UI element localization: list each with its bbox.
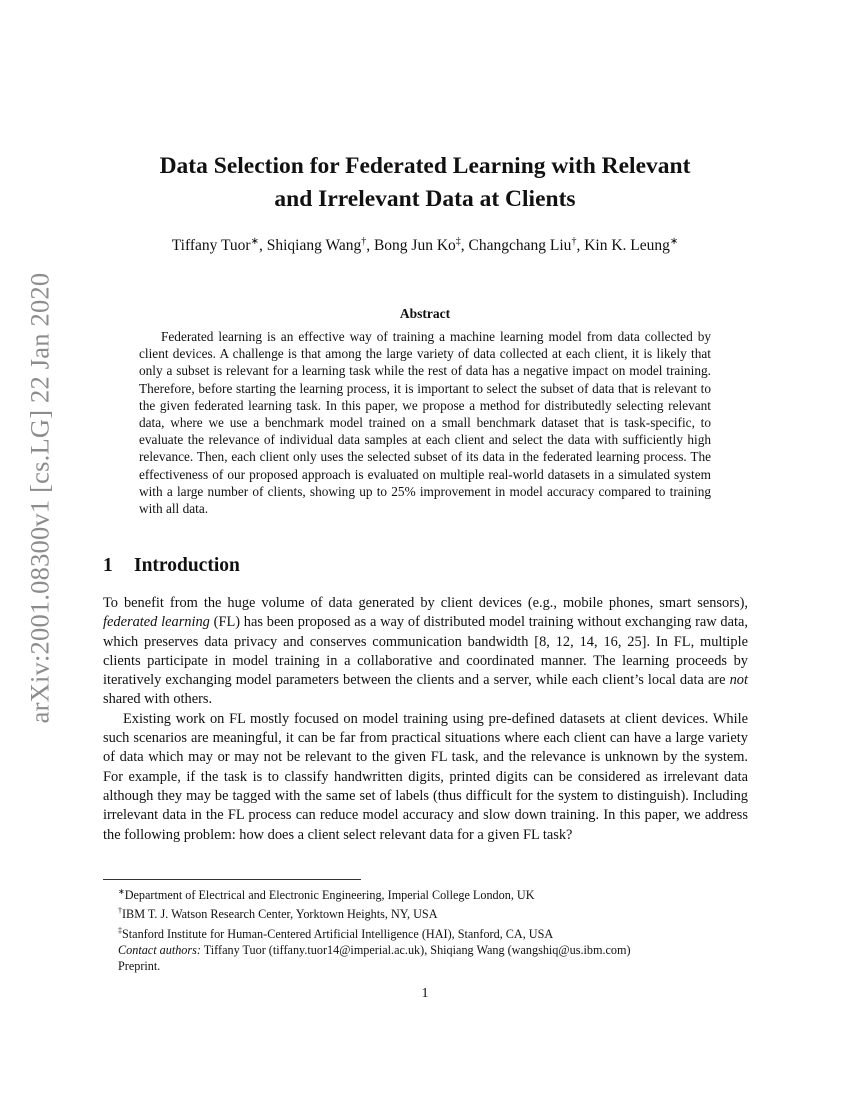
footnote-mark: ‡: [118, 925, 122, 935]
footnote-mark: †: [118, 906, 122, 916]
introduction-body: [103, 594, 748, 845]
emphasized-term: not: [729, 672, 748, 689]
paragraph-text: (FL) has been proposed as a way of distributed model training without exchanging raw data, which preserves data privacy and conserves communication bandwidth [8, 12, 14, 16, 25]. In FL, multiple clients participate in model training in a collaborative and coordinated manner. The learning proceeds by iteratively exchanging model parameters between the clients and a server, while each client’s local data are: [103, 614, 748, 689]
paragraph-text: shared with others.: [103, 691, 213, 708]
paper-title: [0, 150, 850, 216]
arxiv-identifier-stamp: arXiv:2001.08300v1 [cs.LG] 22 Jan 2020: [24, 272, 55, 724]
author-affiliation-mark: ∗: [250, 236, 259, 247]
section-heading-introduction: [103, 555, 240, 577]
author-affiliation-mark: ‡: [455, 236, 461, 247]
contact-label: Contact authors:: [118, 942, 201, 957]
author-name: Kin K. Leung: [584, 237, 670, 255]
section-title: Introduction: [134, 555, 240, 576]
paragraph-text: To benefit from the huge volume of data generated by client devices (e.g., mobile phones, smart sensors),: [103, 595, 748, 611]
author-affiliation-mark: ∗: [669, 236, 679, 247]
author-name: Changchang Liu: [468, 237, 572, 255]
emphasized-term: federated learning: [103, 614, 210, 631]
footnote-contact: [118, 942, 758, 958]
author-list: Tiffany Tuor∗, Shiqiang Wang†, Bong Jun Ko‡, Changchang Liu†, Kin K. Leung∗: [171, 236, 679, 255]
footnote-mark: ∗: [118, 887, 125, 896]
footnote-text: IBM T. J. Watson Research Center, Yorktown Heights, NY, USA: [122, 907, 438, 922]
contact-text: Tiffany Tuor (tiffany.tuor14@imperial.ac.uk), Shiqiang Wang (wangshiq@us.ibm.com): [200, 942, 631, 957]
footnote-text: Department of Electrical and Electronic Engineering, Imperial College London, UK: [124, 888, 535, 903]
footnote-affiliation-1: [118, 884, 758, 903]
footnote-divider: [103, 879, 361, 880]
author-name: Tiffany Tuor: [171, 237, 251, 255]
title-line-1: Data Selection for Federated Learning with Relevant: [159, 153, 691, 179]
footnote-affiliation-2: [118, 903, 758, 922]
abstract-heading: Abstract: [399, 306, 451, 321]
abstract-body: Federated learning is an effective way of training a machine learning model from data collected by client devices. A challenge is that among the large variety of data collected at each client, it is likely that only a subset is relevant for a learning task while the rest of data has a negative impact on model training. Therefore, before starting the learning process, it is important to select the subset of data that is relevant to the given federated learning task. In this paper, we propose a method for distributedly selecting relevant data, where we use a benchmark model trained on a small benchmark dataset that is task-specific, to evaluate the relevance of individual data samples at each client and select the data with sufficiently high relevance. Then, each client only uses the selected subset of its data in the federated learning process. The effectiveness of our proposed approach is evaluated on multiple real-world datasets in a simulated system with a large number of clients, showing up to 25% improvement in model accuracy compared to training with all data.: [139, 329, 711, 517]
author-affiliation-mark: †: [571, 236, 577, 247]
footnote-text: Stanford Institute for Human-Centered Artificial Intelligence (HAI), Stanford, CA, USA: [122, 926, 554, 941]
title-line-2: and Irrelevant Data at Clients: [274, 186, 576, 212]
footnote-affiliation-3: [118, 923, 758, 942]
author-name: Shiqiang Wang: [266, 237, 362, 255]
author-name: Bong Jun Ko: [373, 237, 456, 255]
footnotes: [118, 884, 758, 974]
page-number: 1: [421, 986, 429, 1001]
section-number: 1: [103, 555, 113, 576]
intro-paragraph-1: [103, 594, 748, 710]
author-affiliation-mark: †: [361, 236, 367, 247]
intro-paragraph-2: Existing work on FL mostly focused on model training using pre-defined datasets at client devices. While such scenarios are meaningful, it can be far from practical situations where each client can have a large variety of data which may or may not be relevant to the given FL task, and the relevance is unknown by the system. For example, if the task is to classify handwritten digits, printed digits can be considered as irrelevant data although they may be tagged with the same set of labels (thus difficult for the system to distinguish). Including irrelevant data in the FL process can reduce model accuracy and slow down training. In this paper, we address the following problem: how does a client select relevant data for a given FL task?: [103, 710, 748, 843]
footnote-preprint: Preprint.: [118, 959, 161, 973]
